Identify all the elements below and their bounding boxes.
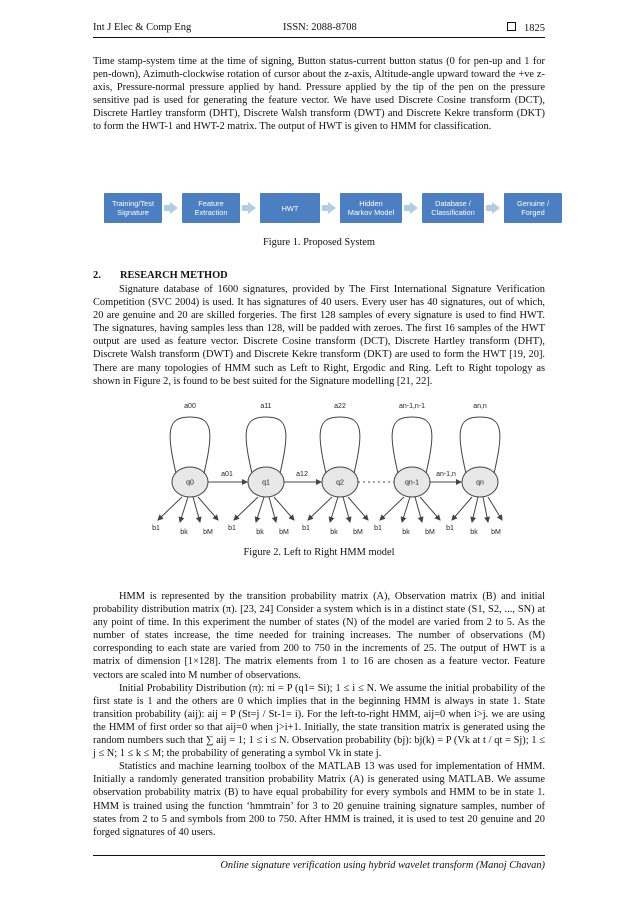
hmm-state-1 (228, 403, 294, 536)
section2-text: Signature database of 1600 signatures, provided by The First International Signature Verification Competition (SVC 2004) is used. It has signatures of 40 users. Every user has 40 signatures, out of which, 20 are genuine and 20 are skilled forgeries. The first 128 samples of every signature is used to find HWT. The signatures, having samples less than 128, will be padded with zeroes. The first 16 samples of the HWT output are used as feature vector. Discrete Cosine transform (DCT), Discrete Hartley transform (DHT), Discrete Walsh transform (DWT) and Discrete Kekre transform (DKT) are used to form the HWT [19, 20]. There are many topologies of HMM such as Left to Right, Ergodic and Ring. Left to Right topology as shown in Figure 2, is found to be best suited for the Signature modelling [21, 22]. (93, 284, 545, 387)
self-loop-label: a11 (260, 403, 272, 410)
emission-label: bM (353, 529, 363, 536)
section-number: 2. (93, 270, 101, 281)
flow-box-database-classification: Database / Classification (422, 193, 484, 223)
section-title: RESEARCH METHOD (120, 270, 228, 281)
hmm-paragraph: HMM is represented by the transition probability matrix (A), Observation matrix (B) and initial probability distribution matrix (π). [23, 24] Consider a system which is in a distinct state (S1, S2, ..., SN) at any point of time. In this experiment the number of states (N) of the model are varied from 2 to 5. As the number of states increase, the time needed for training increases. The number of observations (M) corresponding to each state are varied from 200 to 750 in the increments of 25. The output of HWT is a matrix of dimension [1×128]. The matrix elements from 1 to 16 are chosen as a feature vector. Feature vectors are scaled into M number of observations. (93, 591, 545, 681)
flow-arrow-icon (328, 202, 336, 214)
emission-label: bM (491, 529, 501, 536)
emission-label: bM (279, 529, 289, 536)
state-label: q2 (336, 479, 344, 487)
emission-label: b1 (446, 525, 454, 532)
state-label: q1 (262, 479, 270, 487)
transition-label: a12 (296, 471, 308, 478)
intro-paragraph (93, 55, 545, 134)
section-heading (93, 270, 228, 281)
emission-label: bM (425, 529, 435, 536)
flow-arrow-icon (410, 202, 418, 214)
probability-paragraph: Initial Probability Distribution (π): πi = P (q1= Si); 1 ≤ i ≤ N. We assume the initial probability of the first state is 1 and the others are 0 which implies that in the beginning HMM is always in state 1. State transition probability (aij): aij = P (St=j / St-1= i). For the left-to-right HMM, aij=0 when i>j. we are using the HMM of first order so that aij=0 when j>i+1. Initially, the state transition matrix is generated using the random numbers such that ∑ aij = 1; 1 ≤ i ≤ N. Observation probability (bj): bj(k) = P (Vk at t / qt = Sj); 1 ≤ j ≤ N; 1 ≤ k ≤ M; the probability of generating a symbol Vk in state j. (93, 682, 545, 760)
state-label: q0 (186, 479, 194, 487)
hmm-state-2 (302, 403, 368, 536)
journal-name: Int J Elec & Comp Eng (93, 22, 192, 33)
flow-box-hmm: Hidden Markov Model (340, 193, 402, 223)
footer-text: Online signature verification using hybrid wavelet transform (Manoj Chavan) (220, 860, 545, 871)
flow-arrow-icon (492, 202, 500, 214)
implementation-paragraph: Statistics and machine learning toolbox of the MATLAB 13 was used for implementation of HMM. Initially a randomly generated transition probability Matrix (A) is generated using MATLAB. We assume observation probability matrix (B) to have equal probability for every symbols and HMM to be in state 1. HMM is trained using the function ‘hmmtrain’ for 3 to 20 genuine training signature samples, number of states from 2 to 5 and symbols from 200 to 750. After HMM is trained, it is used to test 20 genuine and 20 forged signatures of 40 users. (93, 761, 545, 838)
hmm-state-n (446, 403, 502, 536)
self-loop-label: an-1,n-1 (398, 403, 426, 410)
emission-label: bk (180, 529, 188, 536)
flow-arrow-icon (248, 202, 256, 214)
page-number: 1825 (524, 23, 545, 34)
emission-label: bk (256, 529, 264, 536)
flow-box-genuine-forged: Genuine / Forged (504, 193, 562, 223)
emission-label: b1 (374, 525, 382, 532)
flow-arrow-icon (170, 202, 178, 214)
emission-label: bM (203, 529, 213, 536)
emission-label: bk (330, 529, 338, 536)
emission-label: b1 (152, 525, 160, 532)
transition-label: an-1,n (436, 471, 456, 478)
figure1-caption: Figure 1. Proposed System (263, 237, 375, 248)
emission-label: b1 (302, 525, 310, 532)
body-paragraphs (93, 590, 545, 839)
intro-text: Time stamp-system time at the time of signing, Button status-current button status (0 for pen-up and 1 for pen-down), Azimuth-clockwise rotation of cursor about the z-axis, Altitude-angle upward toward the +ve z-axis, Pressure-normal pressure applied by hand. Pressure applied by the tip of the pen on the pressure sensitive pad is used for generating the feature vector. We have used Discrete Cosine transform (DCT), Discrete Hartley transform (DHT), Discrete Walsh transform (DWT) and Discrete Kekre transform (DKT) to form the HWT-1 and HWT-2 matrix. The output of HWT is given to HMM for classification. (93, 56, 545, 133)
flow-box-hwt: HWT (260, 193, 320, 223)
flow-box-feature-extraction: Feature Extraction (182, 193, 240, 223)
footer-rule (93, 855, 545, 856)
self-loop-label: a00 (184, 403, 196, 410)
transition-label: a01 (221, 471, 233, 478)
self-loop-label: an,n (473, 403, 487, 410)
emission-label: bk (470, 529, 478, 536)
emission-label: bk (402, 529, 410, 536)
state-label: qn (476, 479, 484, 487)
emission-label: b1 (228, 525, 236, 532)
issn: ISSN: 2088-8708 (283, 22, 357, 33)
figure2-hmm-diagram (138, 362, 508, 538)
figure2-caption: Figure 2. Left to Right HMM model (243, 547, 395, 558)
header-rule (93, 37, 545, 38)
page-number-wrap (507, 22, 545, 34)
flow-box-training-signature: Training/Test Signature (104, 193, 162, 223)
hmm-state-n-1 (374, 403, 440, 536)
hmm-state-0 (152, 403, 218, 536)
figure1-diagram (104, 193, 550, 223)
state-label: qn-1 (404, 479, 420, 487)
page-header (93, 22, 545, 36)
checkbox-icon (507, 22, 516, 31)
self-loop-label: a22 (334, 403, 346, 410)
